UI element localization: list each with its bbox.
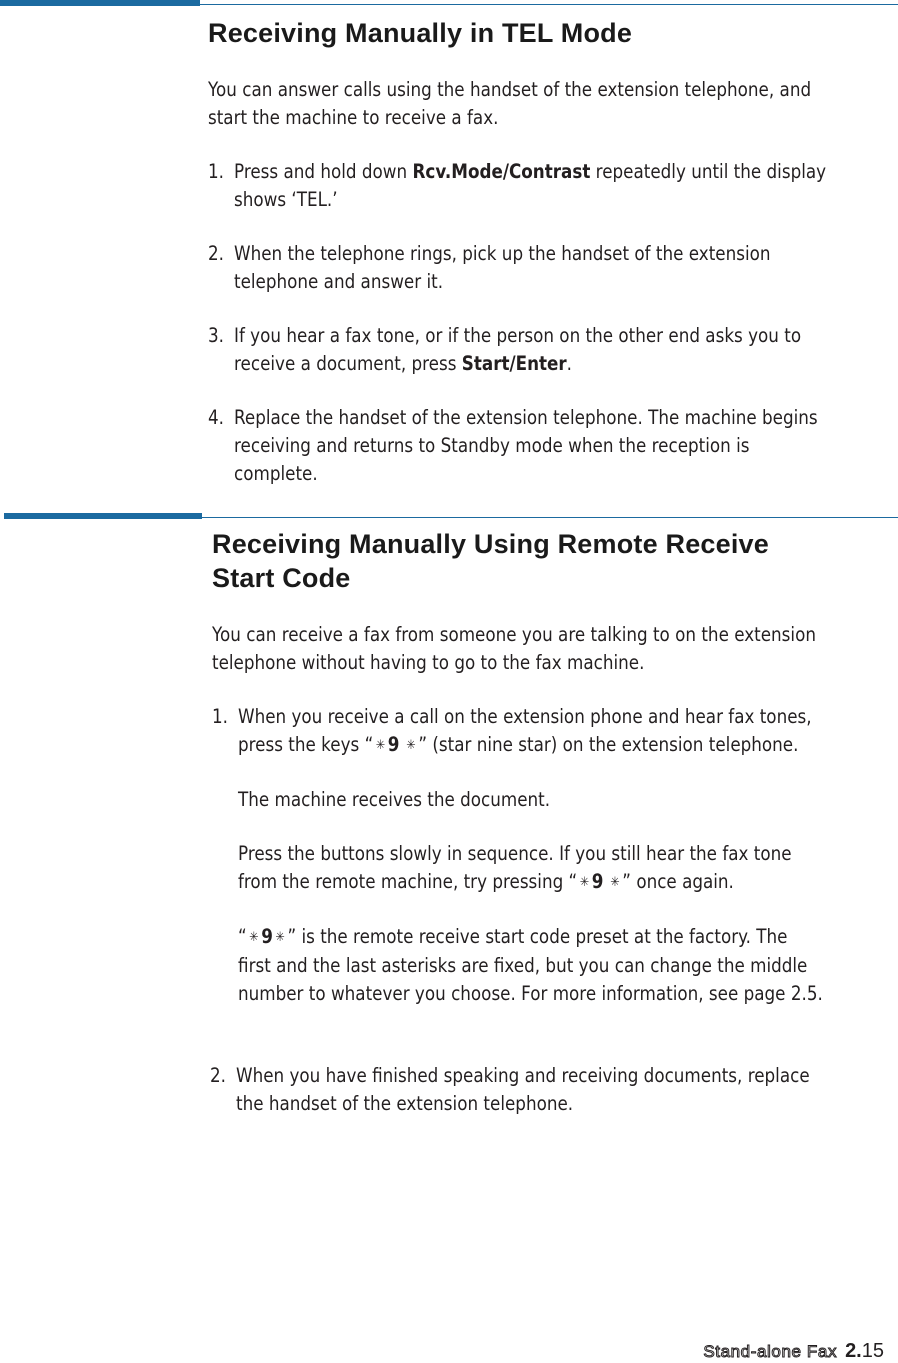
- asterisk-icon: ✳: [406, 738, 416, 753]
- intro-line: You can answer calls using the handset of the extension telephone, and: [208, 78, 812, 101]
- code-digit: 9: [261, 925, 273, 948]
- asterisk-icon: ✳: [375, 738, 386, 753]
- key-rcv-mode-contrast: Rcv.Mode/Contrast: [412, 160, 591, 183]
- section-rule-thin-2: [202, 517, 898, 518]
- asterisk-icon: ✳: [579, 875, 590, 890]
- title-line: Start Code: [212, 563, 351, 593]
- intro-paragraph: [208, 76, 898, 132]
- step-note: [238, 786, 898, 814]
- step-line: When the telephone rings, pick up the handset of the extension: [234, 242, 771, 265]
- step-number: 1.: [212, 705, 229, 728]
- step-note: [238, 840, 898, 897]
- step-item: [212, 703, 898, 1008]
- title-line: Receiving Manually Using Remote Receive: [212, 529, 769, 559]
- step-number: 3.: [208, 324, 225, 347]
- step-item: [208, 322, 898, 378]
- intro-line: telephone without having to go to the fax machine.: [212, 651, 645, 674]
- section-rule-thick-1: [0, 0, 200, 6]
- step-line: complete.: [234, 462, 318, 485]
- step-item: [210, 1062, 898, 1118]
- asterisk-icon: ✳: [610, 875, 620, 890]
- code-digit: 9: [387, 733, 400, 756]
- section-rule-thick-2: [4, 513, 202, 519]
- intro-line: You can receive a fax from someone you are talking to on the extension: [212, 623, 816, 646]
- step-item: [208, 240, 898, 296]
- step-line: Press and hold down Rcv.Mode/Contrast repeatedly until the display: [234, 160, 827, 183]
- step-number: 4.: [208, 406, 225, 429]
- section-rule-thin-1: [200, 4, 898, 5]
- intro-line: start the machine to receive a fax.: [208, 106, 499, 129]
- asterisk-icon: ✳: [249, 930, 259, 945]
- step-line: first and the last asterisks are fixed, but you can change the middle: [238, 954, 808, 977]
- key-start-enter: Start/Enter: [461, 352, 567, 375]
- asterisk-icon: ✳: [275, 930, 285, 945]
- step-line: Replace the handset of the extension telephone. The machine begins: [234, 406, 818, 429]
- page-footer: [703, 1340, 884, 1362]
- step-line: The machine receives the document.: [238, 788, 551, 811]
- step-line: receiving and returns to Standby mode when the reception is: [234, 434, 750, 457]
- step-line: press the keys “ ✳ 9 ✳ ” (star nine star) on the extension telephone.: [238, 733, 799, 756]
- section-remote-receive: [212, 527, 898, 1118]
- code-digit: 9: [591, 870, 604, 893]
- step-number: 2.: [208, 242, 225, 265]
- step-line: shows ‘TEL.’: [234, 188, 338, 211]
- step-number: 1.: [208, 160, 225, 183]
- step-line: number to whatever you choose. For more information, see page 2.5.: [238, 982, 823, 1005]
- section-tel-mode: [208, 16, 898, 488]
- intro-paragraph: [212, 621, 898, 677]
- step-item: [208, 158, 898, 214]
- step-line: “ ✳ 9 ✳ ” is the remote receive start code preset at the factory. The: [238, 925, 788, 948]
- step-line: from the remote machine, try pressing “ ✳ 9 ✳ ” once again.: [238, 870, 734, 893]
- section-title-remote-receive: [212, 527, 898, 595]
- section-title-tel-mode: Receiving Manually in TEL Mode: [208, 18, 633, 48]
- step-number: 2.: [210, 1064, 227, 1087]
- step-note: [238, 923, 898, 1008]
- step-line: If you hear a fax tone, or if the person on the other end asks you to: [234, 324, 802, 347]
- step-item: [208, 404, 898, 488]
- step-line: telephone and answer it.: [234, 270, 444, 293]
- footer-page-chapter: 2.: [845, 1340, 862, 1362]
- step-line: the handset of the extension telephone.: [236, 1092, 574, 1115]
- step-line: Press the buttons slowly in sequence. If you still hear the fax tone: [238, 842, 792, 865]
- footer-page-number: 15: [861, 1340, 884, 1362]
- step-line: receive a document, press Start/Enter.: [234, 352, 573, 375]
- footer-section-name: Stand-alone Fax: [703, 1342, 838, 1361]
- step-line: When you have finished speaking and receiving documents, replace: [236, 1064, 810, 1087]
- step-line: When you receive a call on the extension phone and hear fax tones,: [238, 705, 812, 728]
